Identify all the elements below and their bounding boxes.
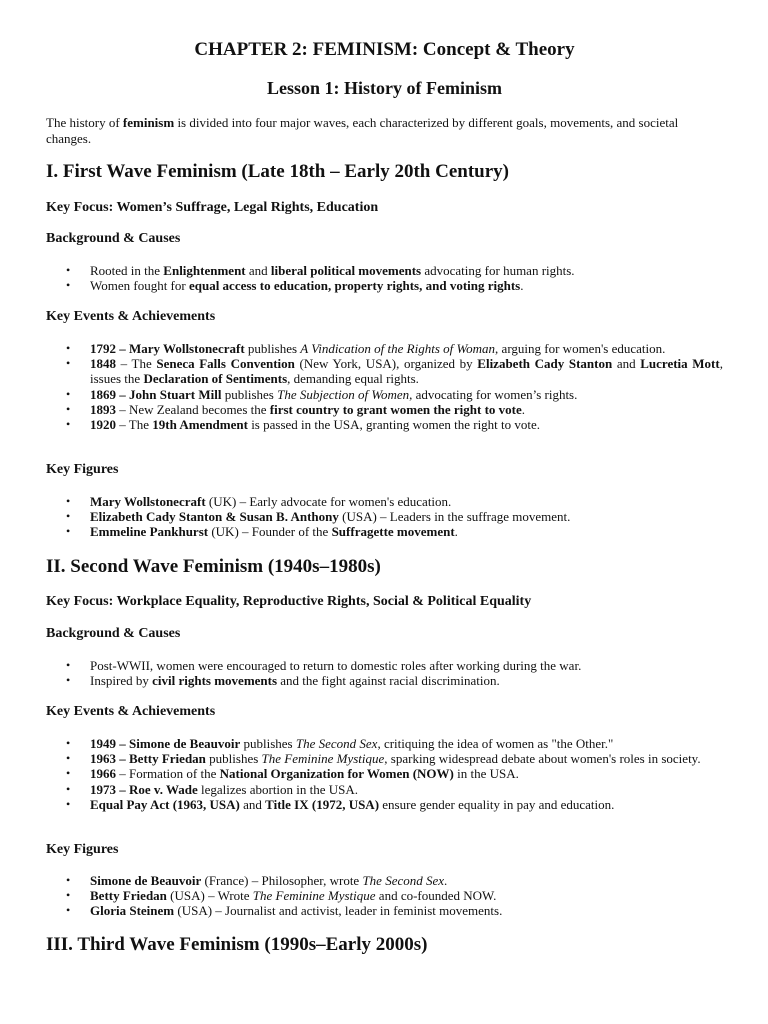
list-item: • 1848 – The Seneca Falls Convention (New York, USA), organized by Elizabeth Cady Stanton and Lucretia Mott, issues the Declaration of Sentiments, demanding equal rights. [46, 356, 723, 386]
wave1-background-heading: Background & Causes [46, 231, 181, 246]
lesson-title: Lesson 1: History of Feminism [267, 78, 502, 98]
intro-paragraph: The history of feminism is divided into four major waves, each characterized by different goals, movements, and societal changes. [46, 115, 679, 146]
wave2-events-heading: Key Events & Achievements [46, 704, 216, 719]
list-item: • Mary Wollstonecraft (UK) – Early advocate for women's education. [46, 494, 723, 509]
list-item: • Elizabeth Cady Stanton & Susan B. Anthony (USA) – Leaders in the suffrage movement. [46, 509, 723, 524]
list-item: • Women fought for equal access to education, property rights, and voting rights. [46, 278, 723, 293]
list-item: • 1949 – Simone de Beauvoir publishes The Second Sex, critiquing the idea of women as "the Other." [46, 736, 723, 751]
wave1-figures-heading: Key Figures [46, 462, 119, 477]
wave1-background-list [46, 263, 723, 293]
list-item: • Emmeline Pankhurst (UK) – Founder of the Suffragette movement. [46, 524, 723, 539]
list-item: • Gloria Steinem (USA) – Journalist and activist, leader in feminist movements. [46, 903, 723, 918]
list-item: • 1966 – Formation of the National Organization for Women (NOW) in the USA. [46, 766, 723, 781]
list-item: • Simone de Beauvoir (France) – Philosopher, wrote The Second Sex. [46, 873, 723, 888]
wave2-events-list [46, 736, 723, 812]
wave3-heading: III. Third Wave Feminism (1990s–Early 2000s) [46, 934, 428, 955]
wave2-key-focus: Key Focus: Workplace Equality, Reproductive Rights, Social & Political Equality [46, 594, 532, 609]
wave2-heading: II. Second Wave Feminism (1940s–1980s) [46, 556, 381, 577]
list-item: • 1920 – The 19th Amendment is passed in the USA, granting women the right to vote. [46, 417, 723, 432]
list-item: • 1792 – Mary Wollstonecraft publishes A Vindication of the Rights of Woman, arguing for women's education. [46, 341, 723, 356]
list-item: • 1973 – Roe v. Wade legalizes abortion in the USA. [46, 782, 723, 797]
list-item: • Betty Friedan (USA) – Wrote The Feminine Mystique and co-founded NOW. [46, 888, 723, 903]
wave1-events-list [46, 341, 723, 432]
list-item: • 1963 – Betty Friedan publishes The Feminine Mystique, sparking widespread debate about women's roles in society. [46, 751, 723, 766]
wave2-background-heading: Background & Causes [46, 626, 181, 641]
list-item: • Equal Pay Act (1963, USA) and Title IX (1972, USA) ensure gender equality in pay and education. [46, 797, 723, 812]
wave1-figures-list [46, 494, 723, 540]
wave1-key-focus: Key Focus: Women’s Suffrage, Legal Rights, Education [46, 200, 379, 215]
list-item: • Rooted in the Enlightenment and liberal political movements advocating for human rights. [46, 263, 723, 278]
list-item: • 1869 – John Stuart Mill publishes The Subjection of Women, advocating for women’s rights. [46, 387, 723, 402]
wave2-figures-heading: Key Figures [46, 842, 119, 857]
wave1-heading: I. First Wave Feminism (Late 18th – Early 20th Century) [46, 161, 509, 182]
chapter-title: CHAPTER 2: FEMINISM: Concept & Theory [194, 39, 575, 60]
list-item: • Inspired by civil rights movements and the fight against racial discrimination. [46, 673, 723, 688]
wave1-events-heading: Key Events & Achievements [46, 309, 216, 324]
list-item: • Post-WWII, women were encouraged to return to domestic roles after working during the war. [46, 658, 723, 673]
wave2-figures-list [46, 873, 723, 919]
list-item: • 1893 – New Zealand becomes the first country to grant women the right to vote. [46, 402, 723, 417]
wave2-background-list [46, 658, 723, 688]
